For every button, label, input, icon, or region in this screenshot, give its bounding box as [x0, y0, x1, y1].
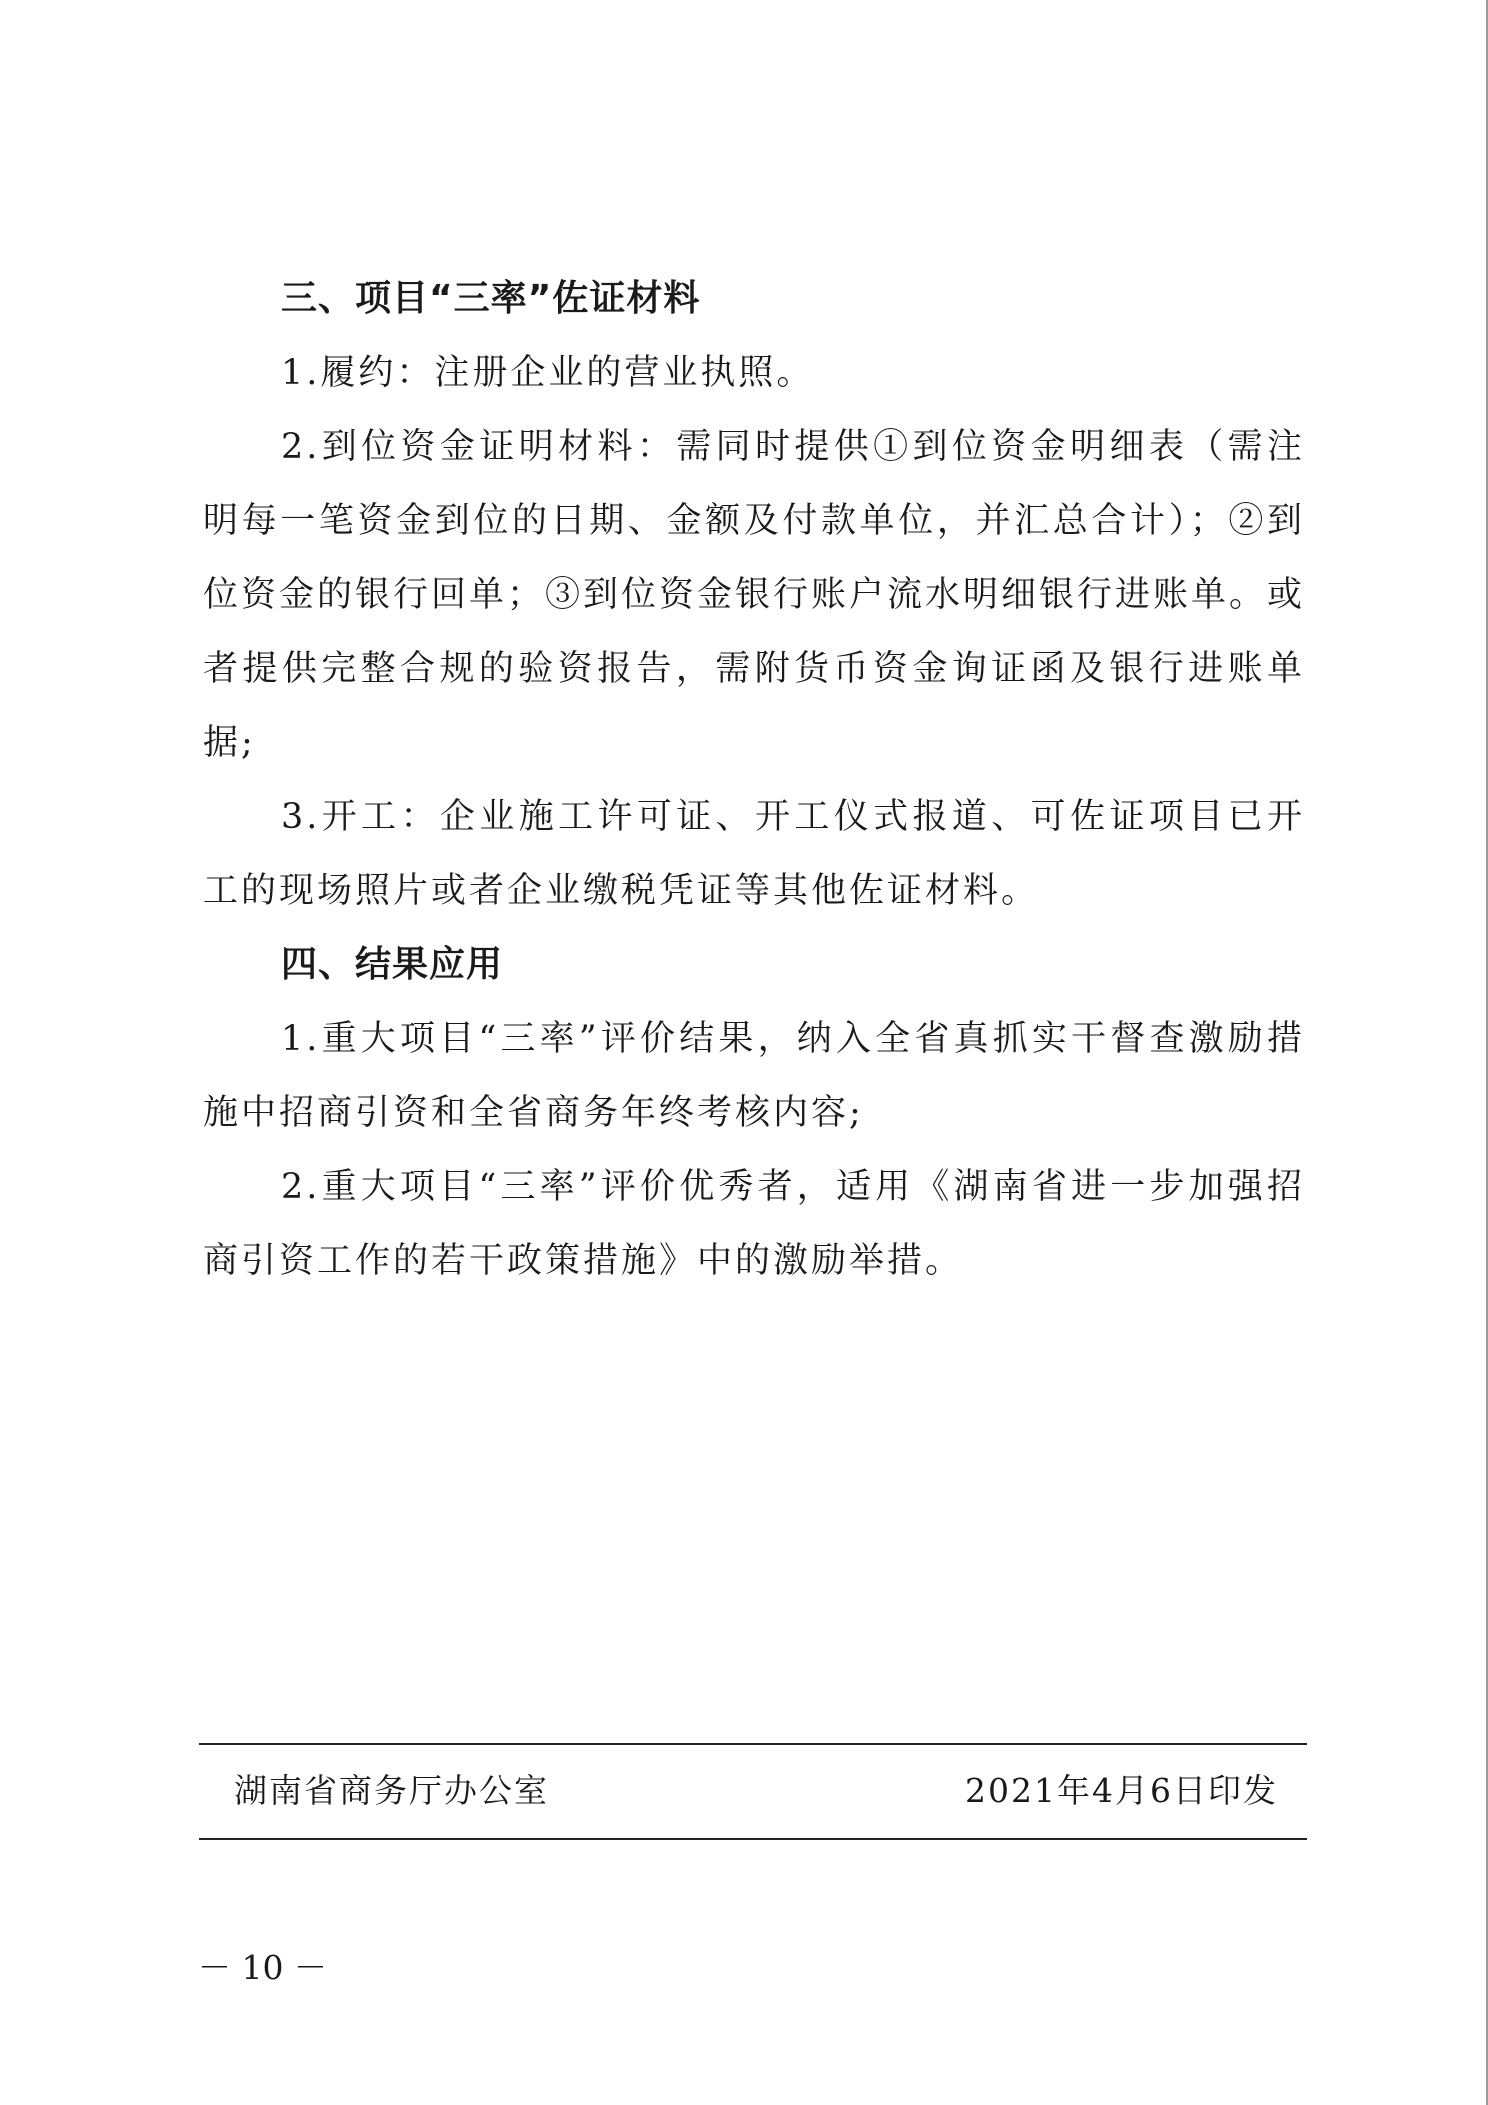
paragraph-evaluation-result: 1.重大项目“三率”评价结果，纳入全省真抓实干督查激励措施中招商引资和全省商务年终考核内容; [203, 1019, 1305, 1133]
footer-issuer: 湖南省商务厅办公室 [234, 1771, 549, 1810]
paragraph-performance: 1.履约：注册企业的营业执照。 [281, 353, 815, 393]
paragraph-construction-start: 3.开工：企业施工许可证、开工仪式报道、可佐证项目已开工的现场照片或者企业缴税凭证等其他佐证材料。 [203, 797, 1305, 911]
paragraph-funds-proof: 2.到位资金证明材料：需同时提供①到位资金明细表（需注明每一笔资金到位的日期、金额及付款单位，并汇总合计）；②到位资金的银行回单；③到位资金银行账户流水明细银行进账单。或者提供完整合规的验资报告，需附货币资金询证函及银行进账单据; [203, 427, 1306, 763]
section-heading-result-application: 四、结果应用 [281, 944, 504, 985]
document-body [203, 262, 1305, 1298]
paragraph-excellent-incentive: 2.重大项目“三率”评价优秀者，适用《湖南省进一步加强招商引资工作的若干政策措施》中的激励举措。 [203, 1167, 1305, 1281]
footer-bottom-rule [199, 1838, 1307, 1840]
footer-top-rule [199, 1743, 1307, 1745]
page-number: － 10 － [198, 1948, 327, 1987]
section-heading-evidence: 三、项目“三率”佐证材料 [281, 278, 701, 319]
footer-issue-date: 2021年4月6日印发 [965, 1771, 1278, 1810]
